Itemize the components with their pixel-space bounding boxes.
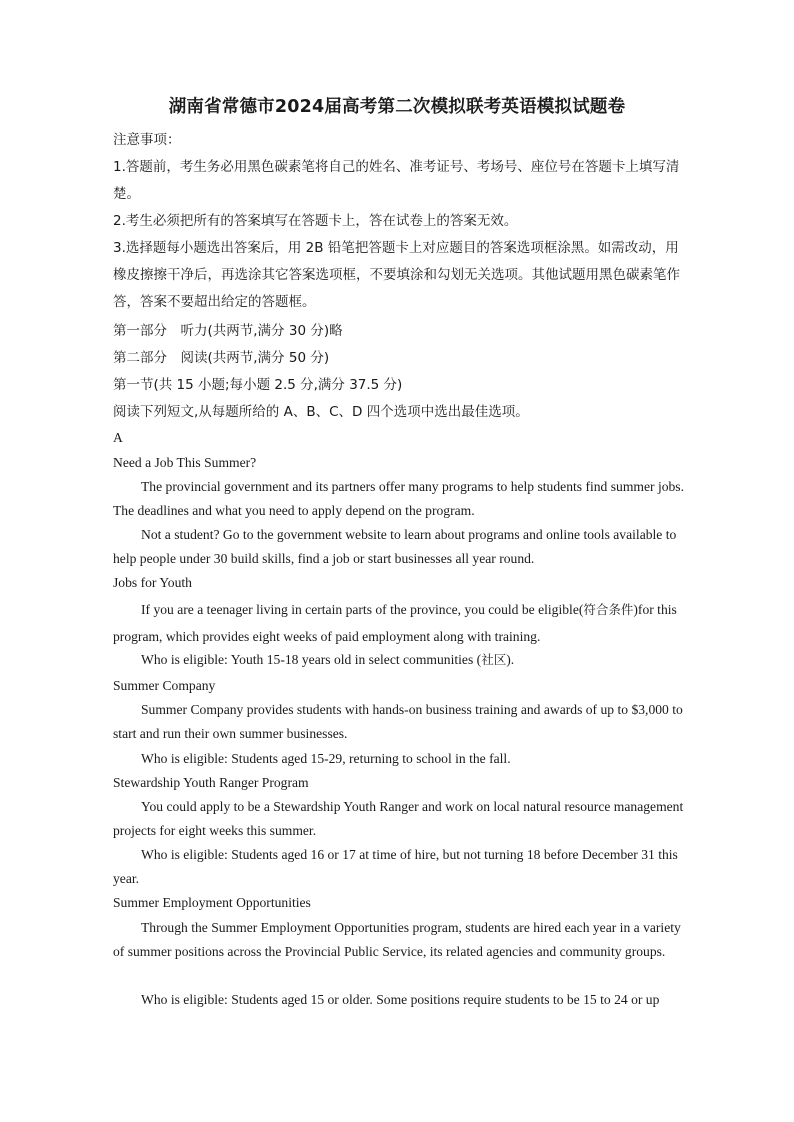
intro-paragraph-1: The provincial government and its partners offer many programs to help students find summer jobs. The deadlines and what you need to apply depend on the program. <box>113 479 684 518</box>
program-name-summer-company: Summer Company <box>113 678 216 693</box>
program-elig-stewardship: Who is eligible: Students aged 16 or 17 at time of hire, but not turning 18 before December 31 this year. <box>113 847 678 886</box>
desc-text: )for this program, which provides eight weeks of paid employment along with training. <box>113 602 677 644</box>
program-desc-summer-employment: Through the Summer Employment Opportunities program, students are hired each year in a variety of summer positions across the Provincial Public Service, its related agencies and community groups. <box>113 920 681 959</box>
gloss-eligible: 符合条件 <box>583 602 634 617</box>
section1-heading: 第一节(共 15 小题;每小题 2.5 分,满分 37.5 分) <box>113 377 403 393</box>
reading-instruction: 阅读下列短文,从每题所给的 A、B、C、D 四个选项中选出最佳选项。 <box>113 404 529 420</box>
part2-heading: 第二部分 阅读(共两节,满分 50 分) <box>113 350 330 366</box>
gloss-community: 社区 <box>481 652 507 667</box>
program-name-summer-employment: Summer Employment Opportunities <box>113 895 311 910</box>
program-desc-summer-company: Summer Company provides students with hands-on business training and awards of up to $3,000 to start and run their own summer businesses. <box>113 702 683 741</box>
intro-paragraph-2: Not a student? Go to the government website to learn about programs and online tools available to help people under 30 build skills, find a job or start businesses all year round. <box>113 527 677 566</box>
notice-item-2: 2.考生必须把所有的答案填写在答题卡上，答在试卷上的答案无效。 <box>113 213 518 229</box>
notice-item-1: 1.答题前，考生务必用黑色碳素笔将自己的姓名、准考证号、考场号、座位号在答题卡上填写清楚。 <box>113 159 680 202</box>
exam-title: 湖南省常德市2024届高考第二次模拟联考英语模拟试题卷 <box>168 97 626 117</box>
program-elig-jobs-for-youth <box>113 648 685 672</box>
program-elig-summer-company: Who is eligible: Students aged 15-29, returning to school in the fall. <box>141 751 511 766</box>
elig-text: ). <box>506 652 515 667</box>
notice-item-3: 3.选择题每小题选出答案后，用 2B 铅笔把答题卡上对应题目的答案选项框涂黑。如需改动，用橡皮擦擦干净后，再选涂其它答案选项框，不要填涂和勾划无关选项。其他试题用黑色碳素笔作答，答案不要超出给定的答题框。 <box>113 240 680 310</box>
program-elig-summer-employment: Who is eligible: Students aged 15 or older. Some positions require students to be 15 to 24 or up <box>141 992 660 1007</box>
part1-heading: 第一部分 听力(共两节,满分 30 分)略 <box>113 323 343 339</box>
program-name-jobs-for-youth: Jobs for Youth <box>113 575 192 590</box>
elig-text: Who is eligible: Youth 15-18 years old in select communities ( <box>141 652 482 667</box>
desc-text: If you are a teenager living in certain parts of the province, you could be eligible( <box>141 602 584 617</box>
passage-label: A <box>113 430 123 445</box>
notice-heading: 注意事项： <box>113 132 181 148</box>
program-desc-jobs-for-youth <box>113 596 685 650</box>
program-desc-stewardship: You could apply to be a Stewardship Youth Ranger and work on local natural resource management projects for eight weeks this summer. <box>113 799 684 838</box>
passage-heading: Need a Job This Summer? <box>113 455 257 470</box>
program-name-stewardship: Stewardship Youth Ranger Program <box>113 775 309 790</box>
